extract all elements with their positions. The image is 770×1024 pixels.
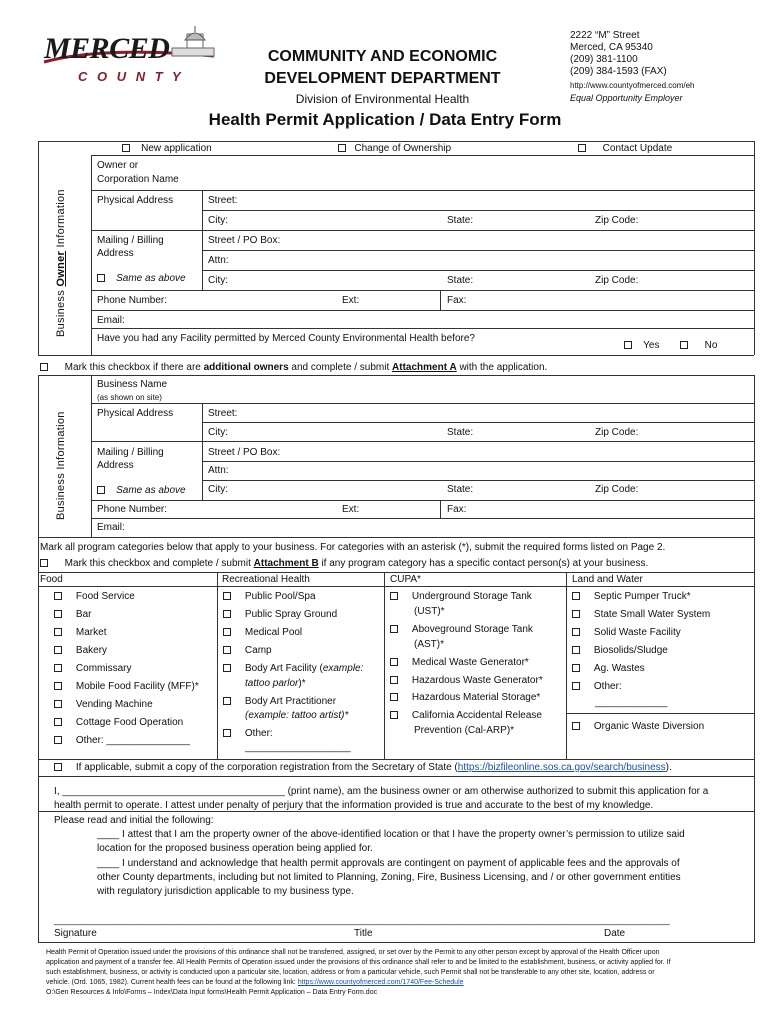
- prior-permit-no[interactable]: [680, 340, 717, 352]
- body-art-pre: Body Art Facility (: [245, 663, 323, 674]
- ag-waste-checkbox[interactable]: [572, 664, 580, 672]
- solid-waste-checkbox[interactable]: [572, 628, 580, 636]
- rec-other-label: Other:: [244, 728, 273, 739]
- ust-label-2: (UST)*: [414, 606, 445, 617]
- solid-waste-label: Solid Waste Facility: [593, 627, 681, 638]
- ust-checkbox[interactable]: [390, 592, 398, 600]
- business-phone-field[interactable]: Phone Number:: [97, 504, 168, 515]
- land-other-checkbox[interactable]: [572, 682, 580, 690]
- pool-option[interactable]: [223, 591, 316, 603]
- solid-waste-option[interactable]: [572, 627, 681, 639]
- initial-fees-1[interactable]: ____ I understand and acknowledge that health permit approvals are contingent on payment of applicable fees and the approvals of: [97, 858, 680, 869]
- calarp-label: California Accidental Release: [411, 710, 542, 721]
- cottage-option[interactable]: [54, 717, 183, 729]
- cottage-label: Cottage Food Operation: [75, 717, 184, 728]
- merced-county-logo: [42, 26, 217, 90]
- attest-line-2: health permit to operate. I attest under penalty of perjury that the information provided is true and accurate to the best of my knowledge.: [54, 800, 654, 811]
- business-same-label: Same as above: [116, 485, 186, 496]
- land-other-line[interactable]: _____________: [595, 697, 668, 708]
- cupa-header: CUPA*: [390, 574, 421, 585]
- business-physical-address-label: Physical Address: [97, 408, 174, 419]
- prior-permit-question: Have you had any Facility permitted by Merced County Environmental Health before?: [97, 333, 475, 344]
- corp-registration-row[interactable]: [54, 762, 672, 774]
- footer-line-4: [46, 978, 756, 988]
- spray-checkbox[interactable]: [223, 610, 231, 618]
- market-option[interactable]: [54, 627, 106, 639]
- ag-waste-option[interactable]: [572, 663, 645, 675]
- business-mail-city-field[interactable]: City:: [208, 484, 228, 495]
- water-system-option[interactable]: [572, 609, 710, 621]
- commissary-checkbox[interactable]: [54, 664, 62, 672]
- signature-label: Signature: [54, 928, 97, 939]
- septic-option[interactable]: [572, 591, 691, 603]
- business-city-field[interactable]: City:: [208, 427, 228, 438]
- market-label: Market: [75, 627, 107, 638]
- additional-owners-mid: and complete / submit: [288, 362, 393, 373]
- rec-other-line[interactable]: ___________________: [245, 742, 351, 753]
- contact-update-checkbox[interactable]: [578, 144, 586, 152]
- food-service-option[interactable]: [54, 591, 135, 603]
- department-line-2: DEVELOPMENT DEPARTMENT: [264, 70, 501, 87]
- owner-mail-street-field[interactable]: Street / PO Box:: [208, 235, 281, 246]
- eoe-note: Equal Opportunity Employer: [570, 93, 683, 103]
- food-other-label: Other: _______________: [75, 735, 190, 746]
- additional-owners-row[interactable]: [40, 362, 547, 374]
- additional-owners-pre: Mark this checkbox if there are: [64, 362, 204, 373]
- business-mailing-label-1: Mailing / Billing: [97, 447, 164, 458]
- business-side-label: Business Information: [55, 411, 67, 520]
- initial-fees-3: with regulatory jurisdiction applicable to my business type.: [97, 886, 354, 897]
- practitioner-option[interactable]: [223, 696, 336, 708]
- land-header: Land and Water: [572, 574, 643, 585]
- owner-mailing-label-1: Mailing / Billing: [97, 235, 164, 246]
- ast-label: Aboveground Storage Tank: [411, 624, 533, 635]
- camp-checkbox[interactable]: [223, 646, 231, 654]
- contact-update-option[interactable]: [578, 143, 672, 155]
- medical-pool-label: Medical Pool: [244, 627, 303, 638]
- additional-owners-checkbox[interactable]: [40, 363, 48, 371]
- biosolids-checkbox[interactable]: [572, 646, 580, 654]
- owner-name-label-1: Owner or: [97, 160, 139, 171]
- contact-update-label: Contact Update: [602, 143, 673, 154]
- biosolids-label: Biosolids/Sludge: [593, 645, 668, 656]
- business-mailing-label-2: Address: [97, 460, 134, 471]
- address-street: 2222 “M” Street: [570, 30, 640, 41]
- bar-checkbox[interactable]: [54, 610, 62, 618]
- date-label: Date: [604, 928, 626, 939]
- program-contact-post: if any program category has a specific contact person(s) at your business.: [318, 558, 649, 569]
- calarp-label-2: Prevention (Cal-ARP)*: [414, 725, 515, 736]
- owner-name-field[interactable]: [200, 157, 750, 187]
- water-system-checkbox[interactable]: [572, 610, 580, 618]
- organic-waste-label: Organic Waste Diversion: [593, 721, 705, 732]
- ast-label-2: (AST)*: [414, 639, 444, 650]
- program-contact-pre: Mark this checkbox and complete / submit: [64, 558, 254, 569]
- department-line-1: COMMUNITY AND ECONOMIC: [267, 48, 498, 65]
- bakery-checkbox[interactable]: [54, 646, 62, 654]
- owner-physical-address-label: Physical Address: [97, 195, 174, 206]
- haz-waste-option[interactable]: [390, 675, 543, 687]
- program-intro: Mark all program categories below that apply to your business. For categories with an asterisk (*), submit the required forms listed on Page 2.: [40, 542, 666, 553]
- address-website[interactable]: http://www.countyofmerced.com/eh: [570, 81, 695, 90]
- medical-waste-label: Medical Waste Generator*: [411, 657, 529, 668]
- sos-business-link[interactable]: https://bizfileonline.sos.ca.gov/search/business: [457, 762, 666, 773]
- bakery-option[interactable]: [54, 645, 107, 657]
- rec-other-option[interactable]: [223, 728, 273, 740]
- vending-checkbox[interactable]: [54, 700, 62, 708]
- owner-street-field[interactable]: Street:: [208, 195, 238, 206]
- bar-option[interactable]: [54, 609, 91, 621]
- vending-label: Vending Machine: [75, 699, 153, 710]
- attachment-a-link: Attachment A: [392, 362, 457, 373]
- owner-name-label-2: Corporation Name: [97, 174, 179, 185]
- haz-waste-checkbox[interactable]: [390, 676, 398, 684]
- haz-storage-checkbox[interactable]: [390, 693, 398, 701]
- owner-ext-field[interactable]: Ext:: [342, 295, 360, 306]
- practitioner-label: Body Art Practitioner: [244, 696, 337, 707]
- footer-notice: [46, 948, 756, 998]
- rec-header: Recreational Health: [222, 574, 310, 585]
- business-street-field[interactable]: Street:: [208, 408, 238, 419]
- prior-permit-yes[interactable]: [624, 340, 659, 352]
- land-other-label: Other:: [593, 681, 622, 692]
- owner-mailing-label-2: Address: [97, 248, 134, 259]
- cottage-checkbox[interactable]: [54, 718, 62, 726]
- owner-state-field[interactable]: State:: [447, 215, 474, 226]
- business-mail-zip-field[interactable]: Zip Code:: [595, 484, 639, 495]
- owner-side-label: [55, 189, 67, 337]
- business-mail-state-field[interactable]: State:: [447, 484, 474, 495]
- additional-owners-bold: additional owners: [203, 362, 289, 373]
- camp-option[interactable]: [223, 645, 272, 657]
- rec-other-checkbox[interactable]: [223, 729, 231, 737]
- haz-waste-label: Hazardous Waste Generator*: [411, 675, 543, 686]
- haz-storage-option[interactable]: [390, 692, 540, 704]
- business-name-label: Business Name: [97, 379, 168, 390]
- fee-schedule-link[interactable]: https://www.countyofmerced.com/1740/Fee-Schedule: [297, 979, 464, 986]
- organic-waste-checkbox[interactable]: [572, 722, 580, 730]
- ast-option[interactable]: [390, 624, 533, 636]
- business-name-note: (as shown on site): [97, 393, 162, 402]
- owner-same-as-above[interactable]: [97, 273, 186, 285]
- bakery-label: Bakery: [75, 645, 108, 656]
- business-mail-street-field[interactable]: Street / PO Box:: [208, 447, 281, 458]
- pool-checkbox[interactable]: [223, 592, 231, 600]
- commissary-option[interactable]: [54, 663, 131, 675]
- calarp-checkbox[interactable]: [390, 711, 398, 719]
- mff-label: Mobile Food Facility (MFF)*: [75, 681, 199, 692]
- septic-checkbox[interactable]: [572, 592, 580, 600]
- bar-label: Bar: [75, 609, 92, 620]
- prior-yes-checkbox[interactable]: [624, 341, 632, 349]
- ast-checkbox[interactable]: [390, 625, 398, 633]
- body-art-checkbox[interactable]: [223, 664, 231, 672]
- prior-no-label: No: [704, 340, 718, 351]
- change-ownership-option[interactable]: [338, 143, 451, 155]
- change-ownership-label: Change of Ownership: [354, 143, 452, 154]
- owner-phone-field[interactable]: Phone Number:: [97, 295, 168, 306]
- corp-registration-post: ).: [665, 762, 672, 773]
- division-name: Division of Environmental Health: [295, 92, 470, 106]
- owner-mail-city-field[interactable]: City:: [208, 275, 228, 286]
- camp-label: Camp: [244, 645, 272, 656]
- land-other-option[interactable]: [572, 681, 622, 693]
- owner-side-pre: Business: [55, 286, 67, 337]
- market-checkbox[interactable]: [54, 628, 62, 636]
- owner-mail-zip-field[interactable]: Zip Code:: [595, 275, 639, 286]
- medical-waste-checkbox[interactable]: [390, 658, 398, 666]
- water-system-label: State Small Water System: [593, 609, 711, 620]
- initial-fees-2: other County departments, including but not limited to Planning, Zoning, Fire, Business Licensing, and / or other government entities: [97, 872, 681, 883]
- body-art-option[interactable]: [223, 663, 231, 675]
- business-ext-field[interactable]: Ext:: [342, 504, 360, 515]
- new-application-checkbox[interactable]: [122, 144, 130, 152]
- ag-waste-label: Ag. Wastes: [593, 663, 645, 674]
- business-zip-field[interactable]: Zip Code:: [595, 427, 639, 438]
- new-application-option[interactable]: [122, 143, 212, 155]
- food-service-checkbox[interactable]: [54, 592, 62, 600]
- septic-label: Septic Pumper Truck*: [593, 591, 691, 602]
- signature-line[interactable]: ___________________________________________________________________________________________________________________________: [54, 915, 670, 925]
- footer-line-4-pre: vehicle. (Ord. 1065, 1982). Current health fees can be found at the following link:: [46, 979, 298, 986]
- organic-waste-option[interactable]: [572, 721, 704, 733]
- program-contact-checkbox[interactable]: [40, 559, 48, 567]
- attachment-b-link: Attachment B: [253, 558, 319, 569]
- corp-registration-pre: If applicable, submit a copy of the corporation registration from the Secretary of State (: [75, 762, 458, 773]
- program-contact-row[interactable]: [40, 558, 648, 570]
- owner-side-post: Information: [55, 189, 67, 251]
- read-and-initial: Please read and initial the following:: [54, 815, 214, 826]
- business-same-as-above[interactable]: [97, 485, 186, 497]
- business-attn-field[interactable]: Attn:: [208, 465, 229, 476]
- owner-same-checkbox[interactable]: [97, 274, 105, 282]
- initial-property-2: location for the proposed business operation being applied for.: [97, 843, 373, 854]
- mff-checkbox[interactable]: [54, 682, 62, 690]
- address-block: [570, 30, 740, 104]
- logo-merced: MERCED: [44, 32, 170, 65]
- ust-label: Underground Storage Tank: [411, 591, 532, 602]
- calarp-option[interactable]: [390, 710, 542, 722]
- owner-side-owner: Owner: [55, 250, 67, 287]
- footer-line-2: application and payment of a transfer fee. All Health Permits of Operation issued under the provisions of this ordinance shall refer to and be limited to the establishment, business, or activity applied for. If: [46, 959, 671, 966]
- additional-owners-post: with the application.: [456, 362, 548, 373]
- owner-email-field[interactable]: Email:: [97, 315, 125, 326]
- food-header: Food: [40, 574, 63, 585]
- biosolids-option[interactable]: [572, 645, 668, 657]
- practitioner-checkbox[interactable]: [223, 697, 231, 705]
- business-name-field[interactable]: [200, 377, 750, 401]
- haz-storage-label: Hazardous Material Storage*: [411, 692, 541, 703]
- footer-line-3: such establishment, business, or activity is conducted upon a particular site, location, address or from a particular vehicle, such Permit shall not be transferable to any other site, location, address or: [46, 969, 655, 976]
- owner-mail-state-field[interactable]: State:: [447, 275, 474, 286]
- owner-attn-field[interactable]: Attn:: [208, 255, 229, 266]
- business-email-field[interactable]: Email:: [97, 522, 125, 533]
- food-other-option[interactable]: [54, 735, 190, 747]
- practitioner-example: (example: tattoo artist)*: [245, 710, 349, 721]
- spray-label: Public Spray Ground: [244, 609, 338, 620]
- vending-option[interactable]: [54, 699, 153, 711]
- body-art-label: [245, 661, 375, 691]
- owner-city-field[interactable]: City:: [208, 215, 228, 226]
- title-label: Title: [354, 928, 373, 939]
- food-service-label: Food Service: [75, 591, 135, 602]
- owner-fax-field[interactable]: Fax:: [447, 295, 467, 306]
- address-phone: (209) 381-1100: [570, 54, 638, 65]
- initial-property-1[interactable]: ____ I attest that I am the property owner of the above-identified location or that I have the property owner’s permission to utilize said: [97, 829, 685, 840]
- form-title: Health Permit Application / Data Entry Form: [208, 110, 562, 129]
- owner-zip-field[interactable]: Zip Code:: [595, 215, 639, 226]
- body-art-example: example: tattoo parlor: [245, 663, 364, 689]
- commissary-label: Commissary: [75, 663, 132, 674]
- medical-pool-option[interactable]: [223, 627, 302, 639]
- logo-county: C O U N T Y: [78, 69, 184, 84]
- pool-label: Public Pool/Spa: [244, 591, 316, 602]
- new-application-label: New application: [141, 143, 212, 154]
- prior-no-checkbox[interactable]: [680, 341, 688, 349]
- food-other-checkbox[interactable]: [54, 736, 62, 744]
- business-same-checkbox[interactable]: [97, 486, 105, 494]
- medical-pool-checkbox[interactable]: [223, 628, 231, 636]
- body-art-post: )*: [298, 678, 306, 689]
- address-fax: (209) 384-1593 (FAX): [570, 66, 667, 77]
- footer-line-1: Health Permit of Operation issued under the provisions of this ordinance shall not be transferred, assigned, or set over by the Permit to any other person except by approval of the Health Officer upon: [46, 949, 660, 956]
- business-fax-field[interactable]: Fax:: [447, 504, 467, 515]
- ust-option[interactable]: [390, 591, 532, 603]
- change-ownership-checkbox[interactable]: [338, 144, 346, 152]
- corp-registration-checkbox[interactable]: [54, 763, 62, 771]
- address-city: Merced, CA 95340: [570, 42, 653, 53]
- attest-line-1: I, ________________________________________ (print name), am the business owner or am otherwise authorized to submit this application for a: [54, 786, 709, 797]
- owner-same-label: Same as above: [116, 273, 186, 284]
- footer-file-path: O:\Gen Resources & Info\Forms – Index\Data Input forms\Health Permit Application – Data Entry Form.doc: [46, 989, 378, 996]
- spray-option[interactable]: [223, 609, 337, 621]
- mff-option[interactable]: [54, 681, 199, 693]
- business-state-field[interactable]: State:: [447, 427, 474, 438]
- medical-waste-option[interactable]: [390, 657, 529, 669]
- prior-yes-label: Yes: [643, 340, 660, 351]
